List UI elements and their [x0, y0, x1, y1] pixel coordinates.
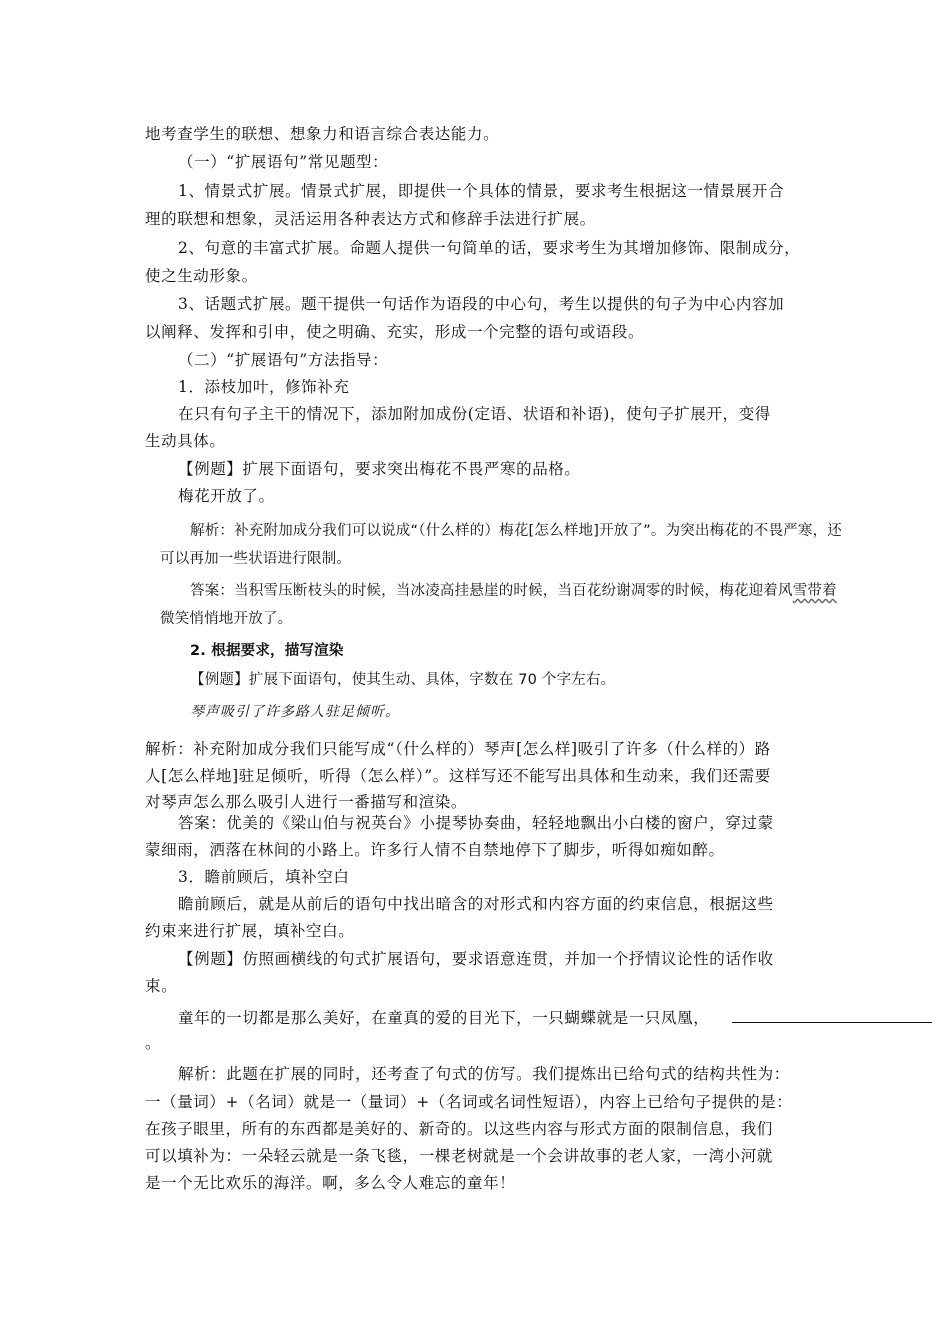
section-heading: （二）“扩展语句”方法指导： [178, 351, 389, 369]
text-line: 在只有句子主干的情况下，添加附加成份(定语、状语和补语)，使句子扩展开，变得 [178, 405, 771, 423]
text-line: 1、情景式扩展。情景式扩展，即提供一个具体的情景，要求考生根据这一情景展开合 [178, 182, 785, 200]
analysis-line: 一（量词）+（名词）就是一（量词）+（名词或名词性短语），内容上已给句子提供的是： [145, 1093, 793, 1111]
text-line: 以阐释、发挥和引申，使之明确、充实，形成一个完整的语句或语段。 [145, 323, 645, 341]
text-line: 束。 [145, 977, 178, 995]
analysis-line: 在孩子眼里，所有的东西都是美好的、新奇的。以这些内容与形式方面的限制信息，我们 [145, 1120, 773, 1138]
text-line: 2、句意的丰富式扩展。命题人提供一句简单的话，要求考生为其增加修饰、限制成分， [178, 239, 801, 257]
text-line: 3、话题式扩展。题干提供一句话作为语段的中心句，考生以提供的句子为中心内容加 [178, 295, 785, 313]
example-prompt: 【例题】扩展下面语句，使其生动、具体，字数在 70 个字左右。 [190, 672, 616, 688]
subheading: 2. 根据要求，描写渲染 [190, 643, 344, 659]
text-line: 地考查学生的联想、想象力和语言综合表达能力。 [145, 125, 500, 143]
answer-text-underlined: 雪带着 [792, 583, 837, 599]
analysis-line: 可以填补为：一朵轻云就是一条飞毯，一棵老树就是一个会讲故事的老人家，一湾小河就 [145, 1147, 773, 1165]
subheading: 1．添枝加叶，修饰补充 [178, 378, 350, 396]
example-sentence: 梅花开放了。 [178, 487, 275, 505]
fill-in-blank [732, 1022, 932, 1023]
analysis-line: 解析：补充附加成分我们只能写成“（什么样的）琴声[怎么样]吸引了许多（什么样的）路 [145, 740, 771, 758]
analysis-line: 可以再加一些状语进行限制。 [160, 551, 352, 567]
analysis-line: 解析：补充附加成分我们可以说成“（什么样的）梅花[怎么样地]开放了”。为突出梅花的不畏严寒，还 [190, 523, 842, 539]
text-line: 约束来进行扩展，填补空白。 [145, 922, 355, 940]
example-sentence: 琴声吸引了许多路人驻足倾听。 [190, 704, 400, 720]
text-line: 。 [145, 1034, 162, 1052]
example-prompt: 【例题】仿照画横线的句式扩展语句，要求语意连贯，并加一个抒情议论性的话作收 [178, 950, 774, 968]
analysis-line: 是一个无比欢乐的海洋。啊，多么令人难忘的童年！ [145, 1174, 516, 1192]
text-line: 瞻前顾后，就是从前后的语句中找出暗含的对形式和内容方面的约束信息，根据这些 [178, 895, 774, 913]
answer-text: 答案：当积雪压断枝头的时候，当冰凌高挂悬崖的时候，当百花纷谢凋零的时候，梅花迎着风 [190, 583, 793, 599]
answer-line: 答案：优美的《梁山伯与祝英台》小提琴协奏曲，轻轻地飘出小白楼的窗户，穿过蒙 [178, 814, 774, 832]
answer-line: 蒙细雨，洒落在林间的小路上。许多行人情不自禁地停下了脚步，听得如痴如醉。 [145, 841, 725, 859]
analysis-line: 对琴声怎么那么吸引人进行一番描写和渲染。 [145, 793, 468, 811]
answer-line [190, 581, 837, 601]
section-heading: （一）“扩展语句”常见题型： [178, 153, 389, 171]
text-line: 生动具体。 [145, 432, 226, 450]
text-line: 使之生动形象。 [145, 267, 258, 285]
example-sentence: 童年的一切都是那么美好，在童真的爱的目光下，一只蝴蝶就是一只凤凰， [178, 1009, 710, 1027]
subheading: 3．瞻前顾后，填补空白 [178, 868, 350, 886]
answer-line: 微笑悄悄地开放了。 [160, 611, 293, 627]
text-line: 理的联想和想象，灵活运用各种表达方式和修辞手法进行扩展。 [145, 210, 596, 228]
example-prompt: 【例题】扩展下面语句，要求突出梅花不畏严寒的品格。 [178, 460, 581, 478]
analysis-line: 人[怎么样地]驻足倾听，听得（怎么样）”。这样写还不能写出具体和生动来，我们还需要 [145, 767, 771, 785]
analysis-line: 解析：此题在扩展的同时，还考查了句式的仿写。我们提炼出已给句式的结构共性为： [178, 1065, 790, 1083]
